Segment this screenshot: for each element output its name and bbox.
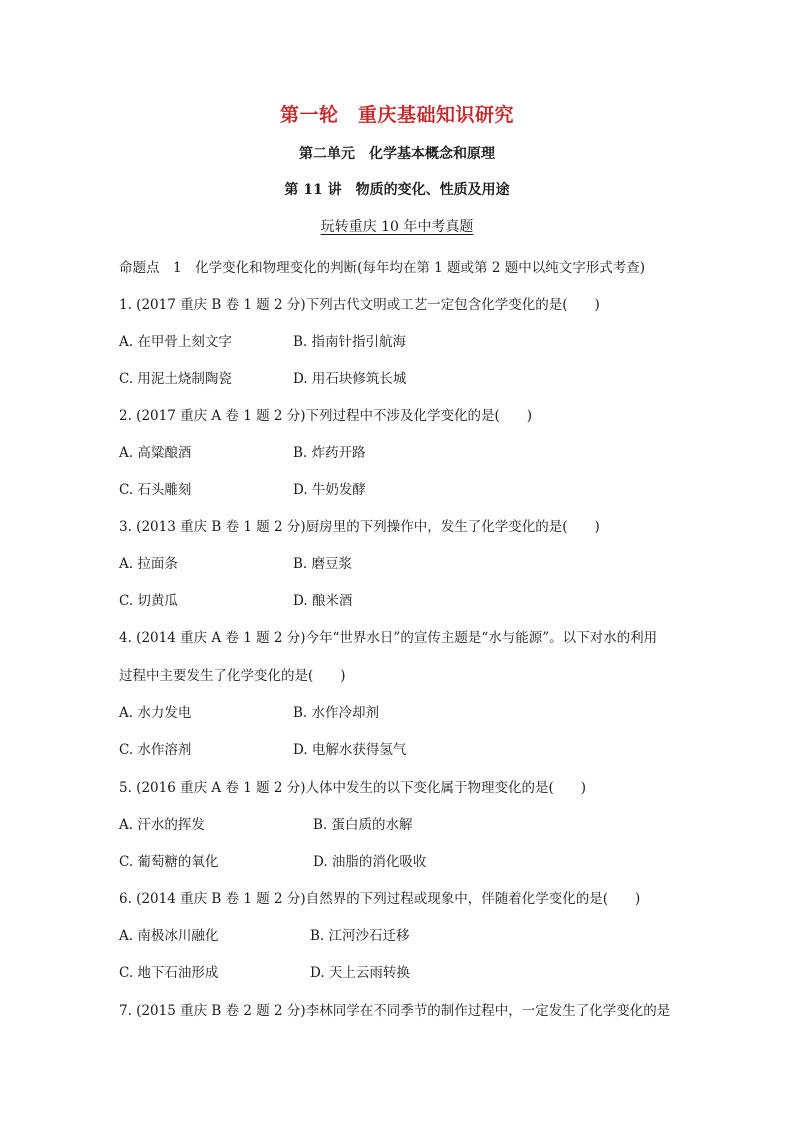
question-2-option-d: D. 牛奶发酵 — [293, 482, 366, 498]
question-3-option-c: C. 切黄瓜 — [119, 593, 178, 609]
topic-line: 命题点 1 化学变化和物理变化的判断(每年均在第 1 题或第 2 题中以纯文字形式考查) — [119, 260, 645, 276]
question-2-option-c: C. 石头雕刻 — [119, 482, 192, 498]
question-6-option-c: C. 地下石油形成 — [119, 965, 219, 981]
question-1-option-c: C. 用泥土烧制陶瓷 — [119, 371, 232, 387]
question-3-stem: 3. (2013 重庆 B 卷 1 题 2 分)厨房里的下列操作中，发生了化学变化的是( ) — [119, 519, 600, 535]
question-4-option-b: B. 水作冷却剂 — [293, 705, 380, 721]
question-4-option-d: D. 电解水获得氢气 — [293, 742, 407, 758]
section-heading-text: 玩转重庆 10 年中考真题 — [320, 219, 474, 235]
question-2-option-a: A. 高粱酿酒 — [119, 445, 192, 461]
lecture-heading: 第 11 讲 物质的变化、性质及用途 — [284, 182, 510, 198]
question-1-stem: 1. (2017 重庆 B 卷 1 题 2 分)下列古代文明或工艺一定包含化学变化的是( ) — [119, 297, 600, 313]
question-6-stem: 6. (2014 重庆 B 卷 1 题 2 分)自然界的下列过程或现象中，伴随着化学变化的是( ) — [119, 891, 641, 907]
question-2-option-b: B. 炸药开路 — [293, 445, 366, 461]
question-5-stem: 5. (2016 重庆 A 卷 1 题 2 分)人体中发生的以下变化属于物理变化的是( ) — [119, 780, 587, 796]
question-3-option-a: A. 拉面条 — [119, 556, 178, 572]
question-3-option-d: D. 酿米酒 — [293, 593, 353, 609]
question-4-stem-continued: 过程中主要发生了化学变化的是( ) — [119, 668, 346, 684]
section-heading — [0, 216, 794, 236]
question-4-option-a: A. 水力发电 — [119, 705, 192, 721]
question-6-option-b: B. 江河沙石迁移 — [310, 928, 410, 944]
question-2-stem: 2. (2017 重庆 A 卷 1 题 2 分)下列过程中不涉及化学变化的是( ) — [119, 408, 533, 424]
question-4-stem: 4. (2014 重庆 A 卷 1 题 2 分)今年“世界水日”的宣传主题是“水与能源”。以下对水的利用 — [119, 630, 658, 646]
question-6-option-a: A. 南极冰川融化 — [119, 928, 219, 944]
question-5-option-a: A. 汗水的挥发 — [119, 817, 205, 833]
question-7-stem: 7. (2015 重庆 B 卷 2 题 2 分)李林同学在不同季节的制作过程中，一定发生了化学变化的是 — [119, 1003, 671, 1019]
question-5-option-d: D. 油脂的消化吸收 — [313, 854, 427, 870]
unit-heading: 第二单元 化学基本概念和原理 — [299, 146, 495, 162]
question-4-option-c: C. 水作溶剂 — [119, 742, 192, 758]
question-5-option-c: C. 葡萄糖的氧化 — [119, 854, 219, 870]
question-6-option-d: D. 天上云雨转换 — [310, 965, 410, 981]
page-title: 第一轮 重庆基础知识研究 — [279, 104, 514, 126]
question-1-option-d: D. 用石块修筑长城 — [293, 371, 407, 387]
question-1-option-b: B. 指南针指引航海 — [293, 334, 407, 350]
question-1-option-a: A. 在甲骨上刻文字 — [119, 334, 232, 350]
question-3-option-b: B. 磨豆浆 — [293, 556, 353, 572]
question-5-option-b: B. 蛋白质的水解 — [313, 817, 413, 833]
